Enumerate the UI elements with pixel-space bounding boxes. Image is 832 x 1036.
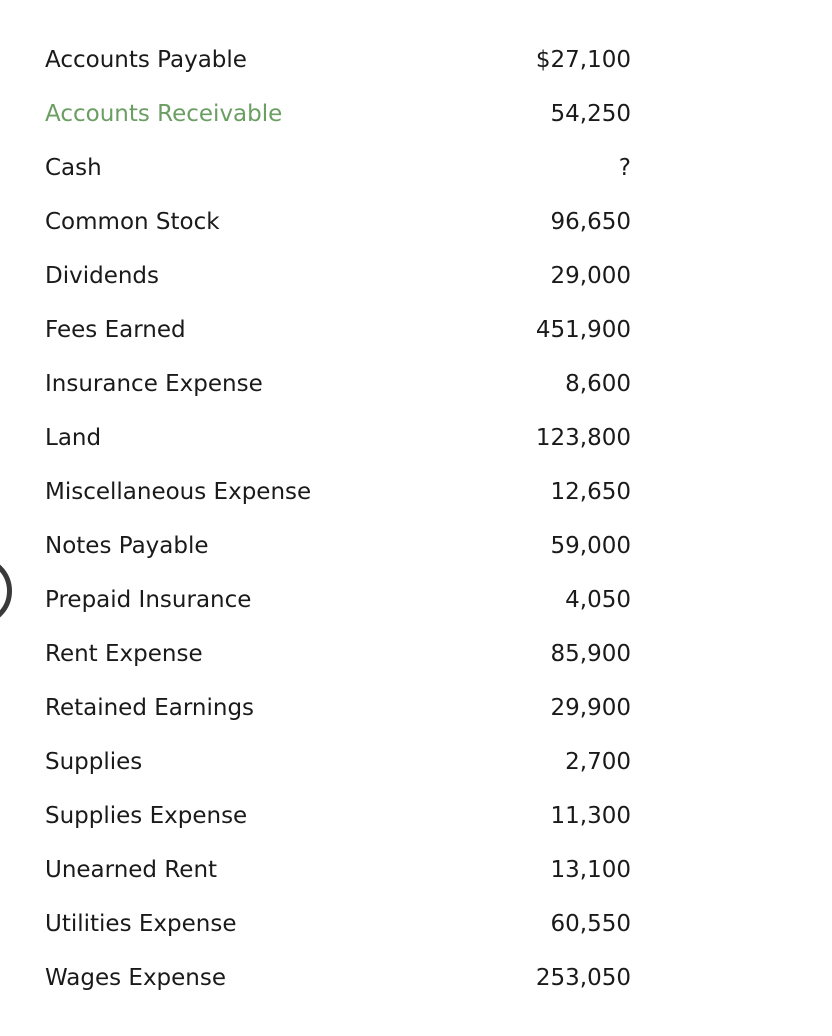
account-amount: 96,650 — [550, 209, 631, 235]
account-amount: 60,550 — [550, 911, 631, 937]
account-row — [45, 951, 631, 1005]
account-amount: $27,100 — [535, 47, 631, 73]
account-row — [45, 411, 631, 465]
account-row — [45, 303, 631, 357]
account-name: Fees Earned — [45, 317, 186, 343]
account-amount: 59,000 — [550, 533, 631, 559]
account-name: Notes Payable — [45, 533, 209, 559]
account-name: Dividends — [45, 263, 160, 289]
account-row — [45, 735, 631, 789]
account-amount: 451,900 — [535, 317, 631, 343]
account-name: Prepaid Insurance — [45, 587, 252, 613]
account-name: Supplies Expense — [45, 803, 248, 829]
account-name: Common Stock — [45, 209, 220, 235]
account-row — [45, 843, 631, 897]
account-name: Unearned Rent — [45, 857, 218, 883]
account-row — [45, 789, 631, 843]
account-row — [45, 141, 631, 195]
account-amount: 2,700 — [565, 749, 631, 775]
account-name: Wages Expense — [45, 965, 227, 991]
account-row — [45, 249, 631, 303]
account-amount: 29,900 — [550, 695, 631, 721]
account-row — [45, 357, 631, 411]
account-amount: ? — [618, 155, 631, 181]
account-row — [45, 465, 631, 519]
account-amount: 4,050 — [565, 587, 631, 613]
account-amount: 13,100 — [550, 857, 631, 883]
account-name: Miscellaneous Expense — [45, 479, 312, 505]
account-amount: 8,600 — [565, 371, 631, 397]
account-row — [45, 681, 631, 735]
account-balance-list — [45, 33, 631, 1005]
account-row — [45, 519, 631, 573]
account-amount: 29,000 — [550, 263, 631, 289]
account-name: Retained Earnings — [45, 695, 255, 721]
account-name: Rent Expense — [45, 641, 203, 667]
account-row — [45, 33, 631, 87]
account-name: Accounts Payable — [45, 47, 247, 73]
account-name-link[interactable]: Accounts Receivable — [45, 101, 283, 127]
account-amount: 54,250 — [550, 101, 631, 127]
account-name: Land — [45, 425, 102, 451]
circle-outline-icon[interactable] — [0, 556, 12, 626]
account-row — [45, 573, 631, 627]
account-amount: 85,900 — [550, 641, 631, 667]
account-name: Utilities Expense — [45, 911, 237, 937]
account-amount: 123,800 — [535, 425, 631, 451]
account-row — [45, 87, 631, 141]
account-name: Supplies — [45, 749, 143, 775]
account-amount: 253,050 — [535, 965, 631, 991]
account-amount: 12,650 — [550, 479, 631, 505]
account-name: Insurance Expense — [45, 371, 263, 397]
account-amount: 11,300 — [550, 803, 631, 829]
account-row — [45, 627, 631, 681]
account-name: Cash — [45, 155, 102, 181]
account-row — [45, 897, 631, 951]
account-row — [45, 195, 631, 249]
